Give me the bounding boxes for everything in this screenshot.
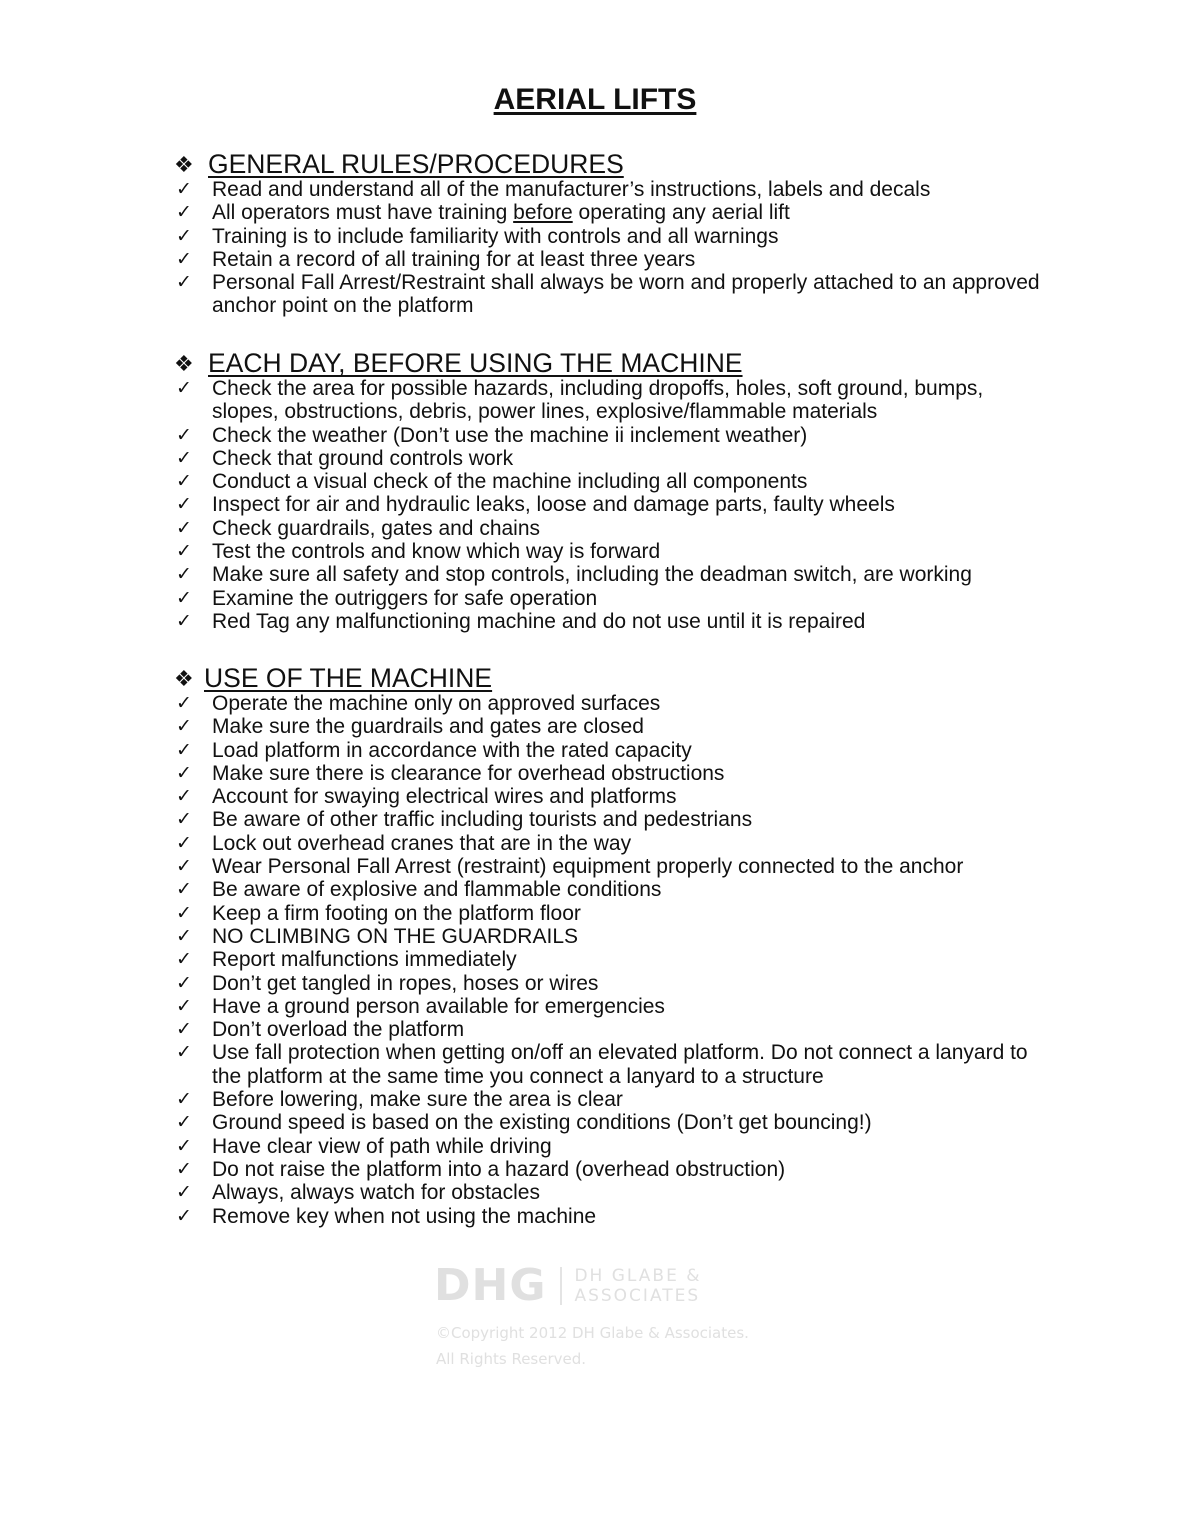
- diamond-bullet-icon: ❖: [174, 152, 194, 177]
- list-item: [174, 715, 1054, 738]
- section-each-day: [174, 349, 1054, 633]
- checkmark-icon: ✓: [176, 1134, 192, 1157]
- logo-text: [574, 1266, 701, 1306]
- checkmark-icon: ✓: [176, 808, 192, 831]
- checkmark-icon: ✓: [176, 201, 192, 224]
- item-text: NO CLIMBING ON THE GUARDRAILS: [212, 924, 579, 948]
- list-item: [174, 493, 1054, 516]
- item-text-post: operating any aerial lift: [572, 201, 790, 225]
- item-text: Report malfunctions immediately: [212, 948, 517, 972]
- checkmark-icon: ✓: [176, 924, 192, 947]
- item-text: Check that ground controls work: [212, 446, 514, 470]
- checkmark-icon: ✓: [176, 1111, 192, 1134]
- checkmark-icon: ✓: [176, 901, 192, 924]
- checkmark-icon: ✓: [176, 948, 192, 971]
- item-text: Don’t overload the platform: [212, 1018, 465, 1042]
- item-text: Before lowering, make sure the area is clear: [212, 1088, 623, 1112]
- list-item: [174, 470, 1054, 493]
- item-text: Red Tag any malfunctioning machine and do not use until it is repaired: [212, 609, 866, 633]
- item-text-pre: All operators must have training: [212, 201, 514, 225]
- list-item: [174, 178, 1054, 201]
- list-item: [174, 878, 1054, 901]
- checkmark-icon: ✓: [176, 224, 192, 247]
- logo-text-line: DH GLABE &: [574, 1266, 702, 1286]
- checkmark-icon: ✓: [176, 1041, 192, 1064]
- list-item: [174, 948, 1054, 971]
- list-item: [174, 424, 1054, 447]
- item-text: Make sure all safety and stop controls, including the deadman switch, are working: [212, 563, 972, 587]
- list-item: [174, 739, 1054, 762]
- item-text: Always, always watch for obstacles: [212, 1181, 540, 1205]
- checkmark-icon: ✓: [176, 446, 192, 469]
- item-text: Check guardrails, gates and chains: [212, 516, 541, 540]
- checkmark-icon: ✓: [176, 855, 192, 878]
- diamond-bullet-icon: ❖: [174, 666, 194, 691]
- checkmark-icon: ✓: [176, 1157, 192, 1180]
- item-text: Make sure there is clearance for overhead obstructions: [212, 761, 725, 785]
- checkmark-icon: ✓: [176, 493, 192, 516]
- list-item: [174, 972, 1054, 995]
- checkmark-icon: ✓: [176, 785, 192, 808]
- list-item: [174, 1181, 1054, 1204]
- item-text: Inspect for air and hydraulic leaks, loose and damage parts, faulty wheels: [212, 493, 895, 517]
- list-item: [174, 540, 1054, 563]
- item-text: Training is to include familiarity with controls and all warnings: [212, 224, 779, 248]
- section-heading: [174, 349, 1054, 377]
- checklist: [174, 178, 1054, 318]
- checkmark-icon: ✓: [176, 761, 192, 784]
- list-item: [174, 855, 1054, 878]
- item-text: Keep a firm footing on the platform floor: [212, 901, 581, 925]
- diamond-bullet-icon: ❖: [174, 351, 194, 376]
- section-general-rules: [174, 150, 1054, 318]
- logo-mark: DHG: [434, 1260, 547, 1311]
- item-text: Don’t get tangled in ropes, hoses or wires: [212, 971, 599, 995]
- list-item: [174, 1135, 1054, 1158]
- list-item: [174, 1088, 1054, 1111]
- list-item: [174, 1111, 1054, 1134]
- checkmark-icon: ✓: [176, 971, 192, 994]
- checkmark-icon: ✓: [176, 1088, 192, 1111]
- item-text: Personal Fall Arrest/Restraint shall always be worn and properly attached to an approved anchor point on the platform: [212, 271, 1040, 318]
- item-text: Account for swaying electrical wires and platforms: [212, 785, 677, 809]
- item-text: Remove key when not using the machine: [212, 1204, 597, 1228]
- item-text: Conduct a visual check of the machine including all components: [212, 470, 808, 494]
- list-item: [174, 832, 1054, 855]
- checkmark-icon: ✓: [176, 1018, 192, 1041]
- checkmark-icon: ✓: [176, 692, 192, 714]
- item-text: Wear Personal Fall Arrest (restraint) equipment properly connected to the anchor: [212, 855, 964, 879]
- list-item: [174, 1205, 1054, 1228]
- list-item: [174, 447, 1054, 470]
- company-logo: [434, 1260, 702, 1311]
- list-item: [174, 1158, 1054, 1181]
- list-item: [174, 925, 1054, 948]
- checkmark-icon: ✓: [176, 586, 192, 609]
- page-title: AERIAL LIFTS: [493, 83, 697, 116]
- item-text: Have clear view of path while driving: [212, 1134, 552, 1158]
- list-item: [174, 201, 1054, 224]
- list-item: [174, 808, 1054, 831]
- item-text: Ground speed is based on the existing conditions (Don’t get bouncing!): [212, 1111, 872, 1135]
- item-text-emphasis: before: [513, 201, 573, 225]
- list-item: [174, 610, 1054, 633]
- checkmark-icon: ✓: [176, 831, 192, 854]
- checkmark-icon: ✓: [176, 516, 192, 539]
- checkmark-icon: ✓: [176, 247, 192, 270]
- item-text: Use fall protection when getting on/off an elevated platform. Do not connect a lanyard to the platform at the same time you connect a lanyard to a structure: [212, 1041, 1028, 1088]
- checkmark-icon: ✓: [176, 271, 192, 294]
- checkmark-icon: ✓: [176, 878, 192, 901]
- item-text: Operate the machine only on approved surfaces: [212, 692, 661, 715]
- list-item: [174, 1041, 1054, 1088]
- checkmark-icon: ✓: [176, 540, 192, 563]
- logo-text-line: ASSOCIATES: [574, 1286, 701, 1306]
- item-text: Do not raise the platform into a hazard (overhead obstruction): [212, 1157, 786, 1181]
- item-text: Check the area for possible hazards, including dropoffs, holes, soft ground, bumps, slopes, obstructions, debris, power lines, explosive/flammable materials: [212, 377, 984, 424]
- list-item: [174, 995, 1054, 1018]
- item-text: Lock out overhead cranes that are in the way: [212, 831, 632, 855]
- checkmark-icon: ✓: [176, 377, 192, 399]
- item-text: Test the controls and know which way is forward: [212, 540, 661, 564]
- copyright-notice: [436, 1320, 749, 1372]
- item-text: [212, 201, 1054, 224]
- list-item: [174, 1018, 1054, 1041]
- list-item: [174, 692, 1054, 715]
- list-item: [174, 902, 1054, 925]
- checkmark-icon: ✓: [176, 178, 192, 200]
- section-use-of-machine: [174, 664, 1054, 1228]
- item-text: Check the weather (Don’t use the machine ii inclement weather): [212, 423, 808, 447]
- list-item: [174, 271, 1054, 318]
- item-text: Read and understand all of the manufacturer’s instructions, labels and decals: [212, 178, 931, 201]
- checkmark-icon: ✓: [176, 563, 192, 586]
- checkmark-icon: ✓: [176, 609, 192, 632]
- section-heading-text: EACH DAY, BEFORE USING THE MACHINE: [208, 348, 743, 378]
- list-item: [174, 517, 1054, 540]
- checkmark-icon: ✓: [176, 470, 192, 493]
- checklist: [174, 377, 1054, 633]
- item-text: Retain a record of all training for at least three years: [212, 247, 696, 271]
- logo-divider: [560, 1267, 562, 1305]
- list-item: [174, 563, 1054, 586]
- item-text: Be aware of other traffic including tourists and pedestrians: [212, 808, 753, 832]
- list-item: [174, 377, 1054, 424]
- section-heading-text: GENERAL RULES/PROCEDURES: [208, 149, 624, 179]
- checkmark-icon: ✓: [176, 715, 192, 738]
- copyright-line: ©Copyright 2012 DH Glabe & Associates.: [436, 1324, 749, 1342]
- section-heading: [174, 664, 1054, 692]
- checkmark-icon: ✓: [176, 994, 192, 1017]
- checkmark-icon: ✓: [176, 738, 192, 761]
- checkmark-icon: ✓: [176, 423, 192, 446]
- list-item: [174, 785, 1054, 808]
- section-heading-text: USE OF THE MACHINE: [204, 663, 493, 693]
- item-text: Have a ground person available for emergencies: [212, 994, 665, 1018]
- section-heading: [174, 150, 1054, 178]
- list-item: [174, 225, 1054, 248]
- list-item: [174, 248, 1054, 271]
- item-text: Make sure the guardrails and gates are closed: [212, 715, 644, 739]
- checklist: [174, 692, 1054, 1228]
- item-text: Be aware of explosive and flammable conditions: [212, 878, 662, 902]
- checkmark-icon: ✓: [176, 1181, 192, 1204]
- list-item: [174, 762, 1054, 785]
- checkmark-icon: ✓: [176, 1204, 192, 1227]
- list-item: [174, 587, 1054, 610]
- copyright-line: All Rights Reserved.: [436, 1350, 587, 1368]
- item-text: Load platform in accordance with the rated capacity: [212, 738, 692, 762]
- item-text: Examine the outriggers for safe operation: [212, 586, 598, 610]
